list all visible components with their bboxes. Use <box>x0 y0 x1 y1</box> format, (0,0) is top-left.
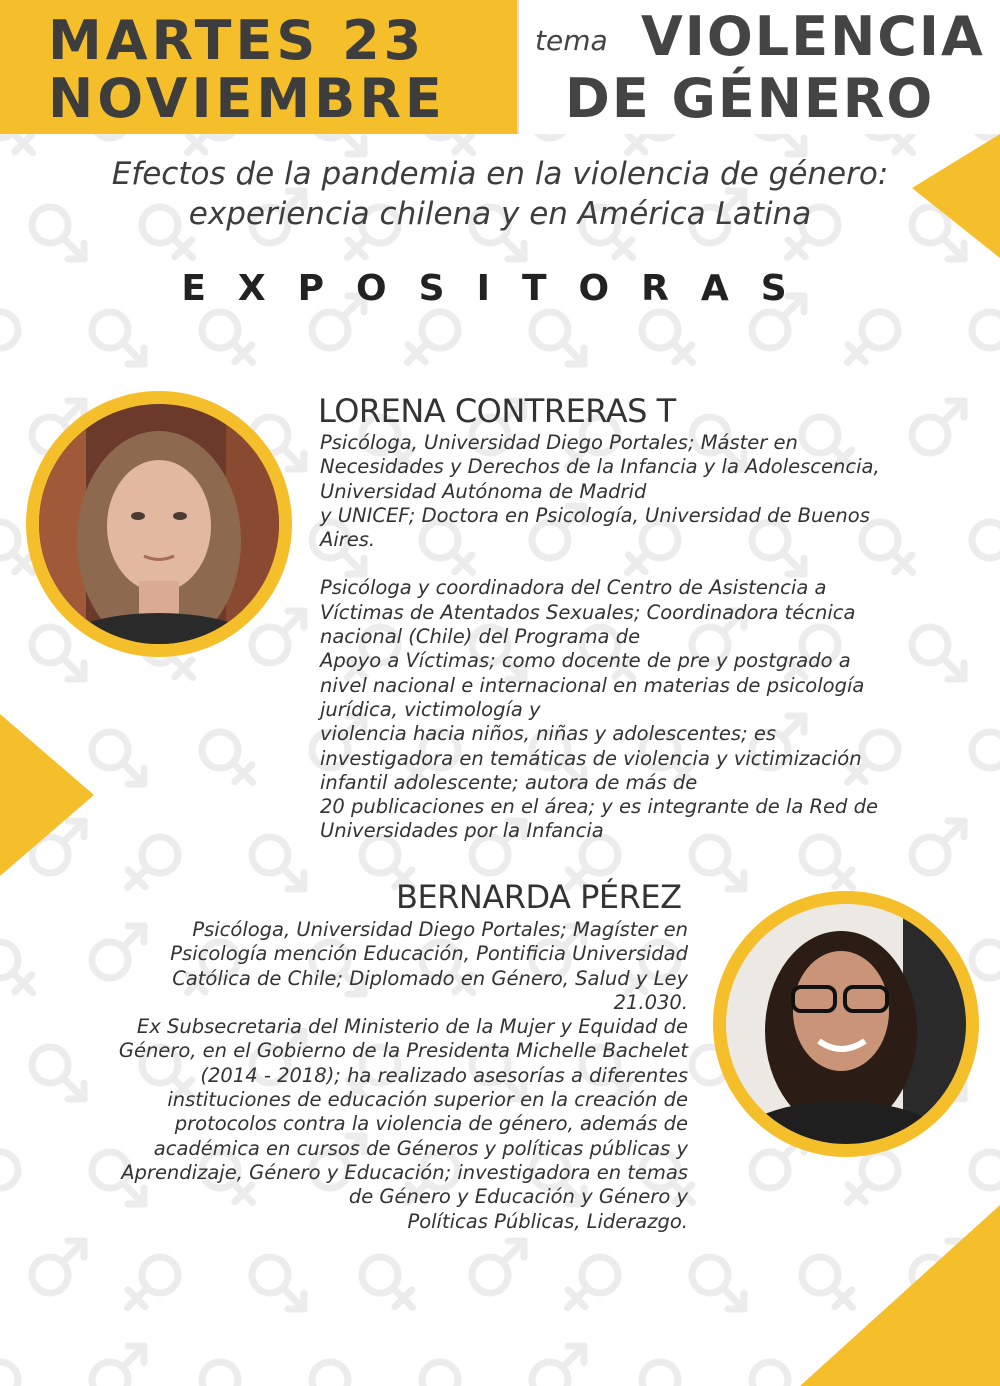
bio-line: nacional (Chile) del Programa de <box>320 625 641 649</box>
bio-line: Necesidades y Derechos de la Infancia y la Adolescencia, <box>320 455 880 479</box>
bio-line: investigadora en temáticas de violencia y victimización <box>320 746 862 770</box>
bio-line: protocolos contra la violencia de género, además de <box>174 1112 688 1136</box>
bio-line: Católica de Chile; Diplomado en Género, Salud y Ley <box>172 966 688 990</box>
topic-prefix: tema <box>535 24 608 57</box>
speaker-name-lorena: LORENA CONTRERAS T <box>318 392 676 430</box>
date-banner <box>0 0 517 134</box>
bio-line: 21.030. <box>613 990 688 1014</box>
topic-title-line2: DE GÉNERO <box>565 67 935 130</box>
bio-line: Aires. <box>320 528 376 552</box>
bio-line: nivel nacional e internacional en materias de psicología <box>320 673 865 697</box>
triangle-bottom-right <box>800 1205 1000 1386</box>
speaker-name-bernarda: BERNARDA PÉREZ <box>396 878 682 916</box>
triangle-left <box>0 714 94 876</box>
bio-line: jurídica, victimología y <box>320 697 541 721</box>
speaker-bio-lorena <box>320 431 980 844</box>
bio-line: y UNICEF; Doctora en Psicología, Universidad de Buenos <box>320 503 870 527</box>
bio-line: Psicología mención Educación, Pontificia Universidad <box>170 942 688 966</box>
speaker-bio-bernarda <box>20 918 688 1234</box>
bio-line: Psicóloga, Universidad Diego Portales; Máster en <box>320 431 798 454</box>
event-subtitle <box>40 154 960 234</box>
bio-line: (2014 - 2018); ha realizado asesorías a diferentes <box>200 1063 688 1087</box>
paragraph-gap <box>320 552 980 576</box>
date-day: MARTES 23 <box>48 9 426 72</box>
bio-line: Universidades por la Infancia <box>320 819 604 843</box>
bio-line: violencia hacia niños, niñas y adolescentes; es <box>320 722 776 746</box>
speaker-photo-lorena <box>26 391 292 657</box>
subtitle-line2: experiencia chilena y en América Latina <box>188 196 812 232</box>
bio-line: de Género y Educación y Género y <box>348 1185 688 1209</box>
bio-line: instituciones de educación superior en la creación de <box>167 1088 688 1112</box>
section-title: EXPOSITORAS <box>181 268 819 309</box>
bio-line: Psicóloga y coordinadora del Centro de Asistencia a <box>320 576 827 600</box>
bio-line: Políticas Públicas, Liderazgo. <box>407 1209 688 1233</box>
topic-banner <box>517 0 1000 134</box>
subtitle-line1: Efectos de la pandemia en la violencia de género: <box>111 156 889 192</box>
bio-line: Ex Subsecretaria del Ministerio de la Mujer y Equidad de <box>136 1015 688 1039</box>
topic-title-line1: VIOLENCIA <box>641 5 985 68</box>
bio-line: Aprendizaje, Género y Educación; investigadora en temas <box>121 1160 688 1184</box>
bio-line: Psicóloga, Universidad Diego Portales; Magíster en <box>192 918 688 941</box>
bio-line: Género, en el Gobierno de la Presidenta Michelle Bachelet <box>118 1039 688 1063</box>
bio-line: infantil adolescente; autora de más de <box>320 770 698 794</box>
bio-line: Universidad Autónoma de Madrid <box>320 479 647 503</box>
date-month: NOVIEMBRE <box>48 67 446 130</box>
bio-line: Víctimas de Atentados Sexuales; Coordinadora técnica <box>320 600 856 624</box>
speaker-photo-bernarda <box>713 891 979 1157</box>
bio-line: académica en cursos de Géneros y políticas públicas y <box>153 1136 688 1160</box>
bio-line: Apoyo a Víctimas; como docente de pre y postgrado a <box>320 649 851 673</box>
bio-line: 20 publicaciones en el área; y es integrante de la Red de <box>320 795 878 819</box>
